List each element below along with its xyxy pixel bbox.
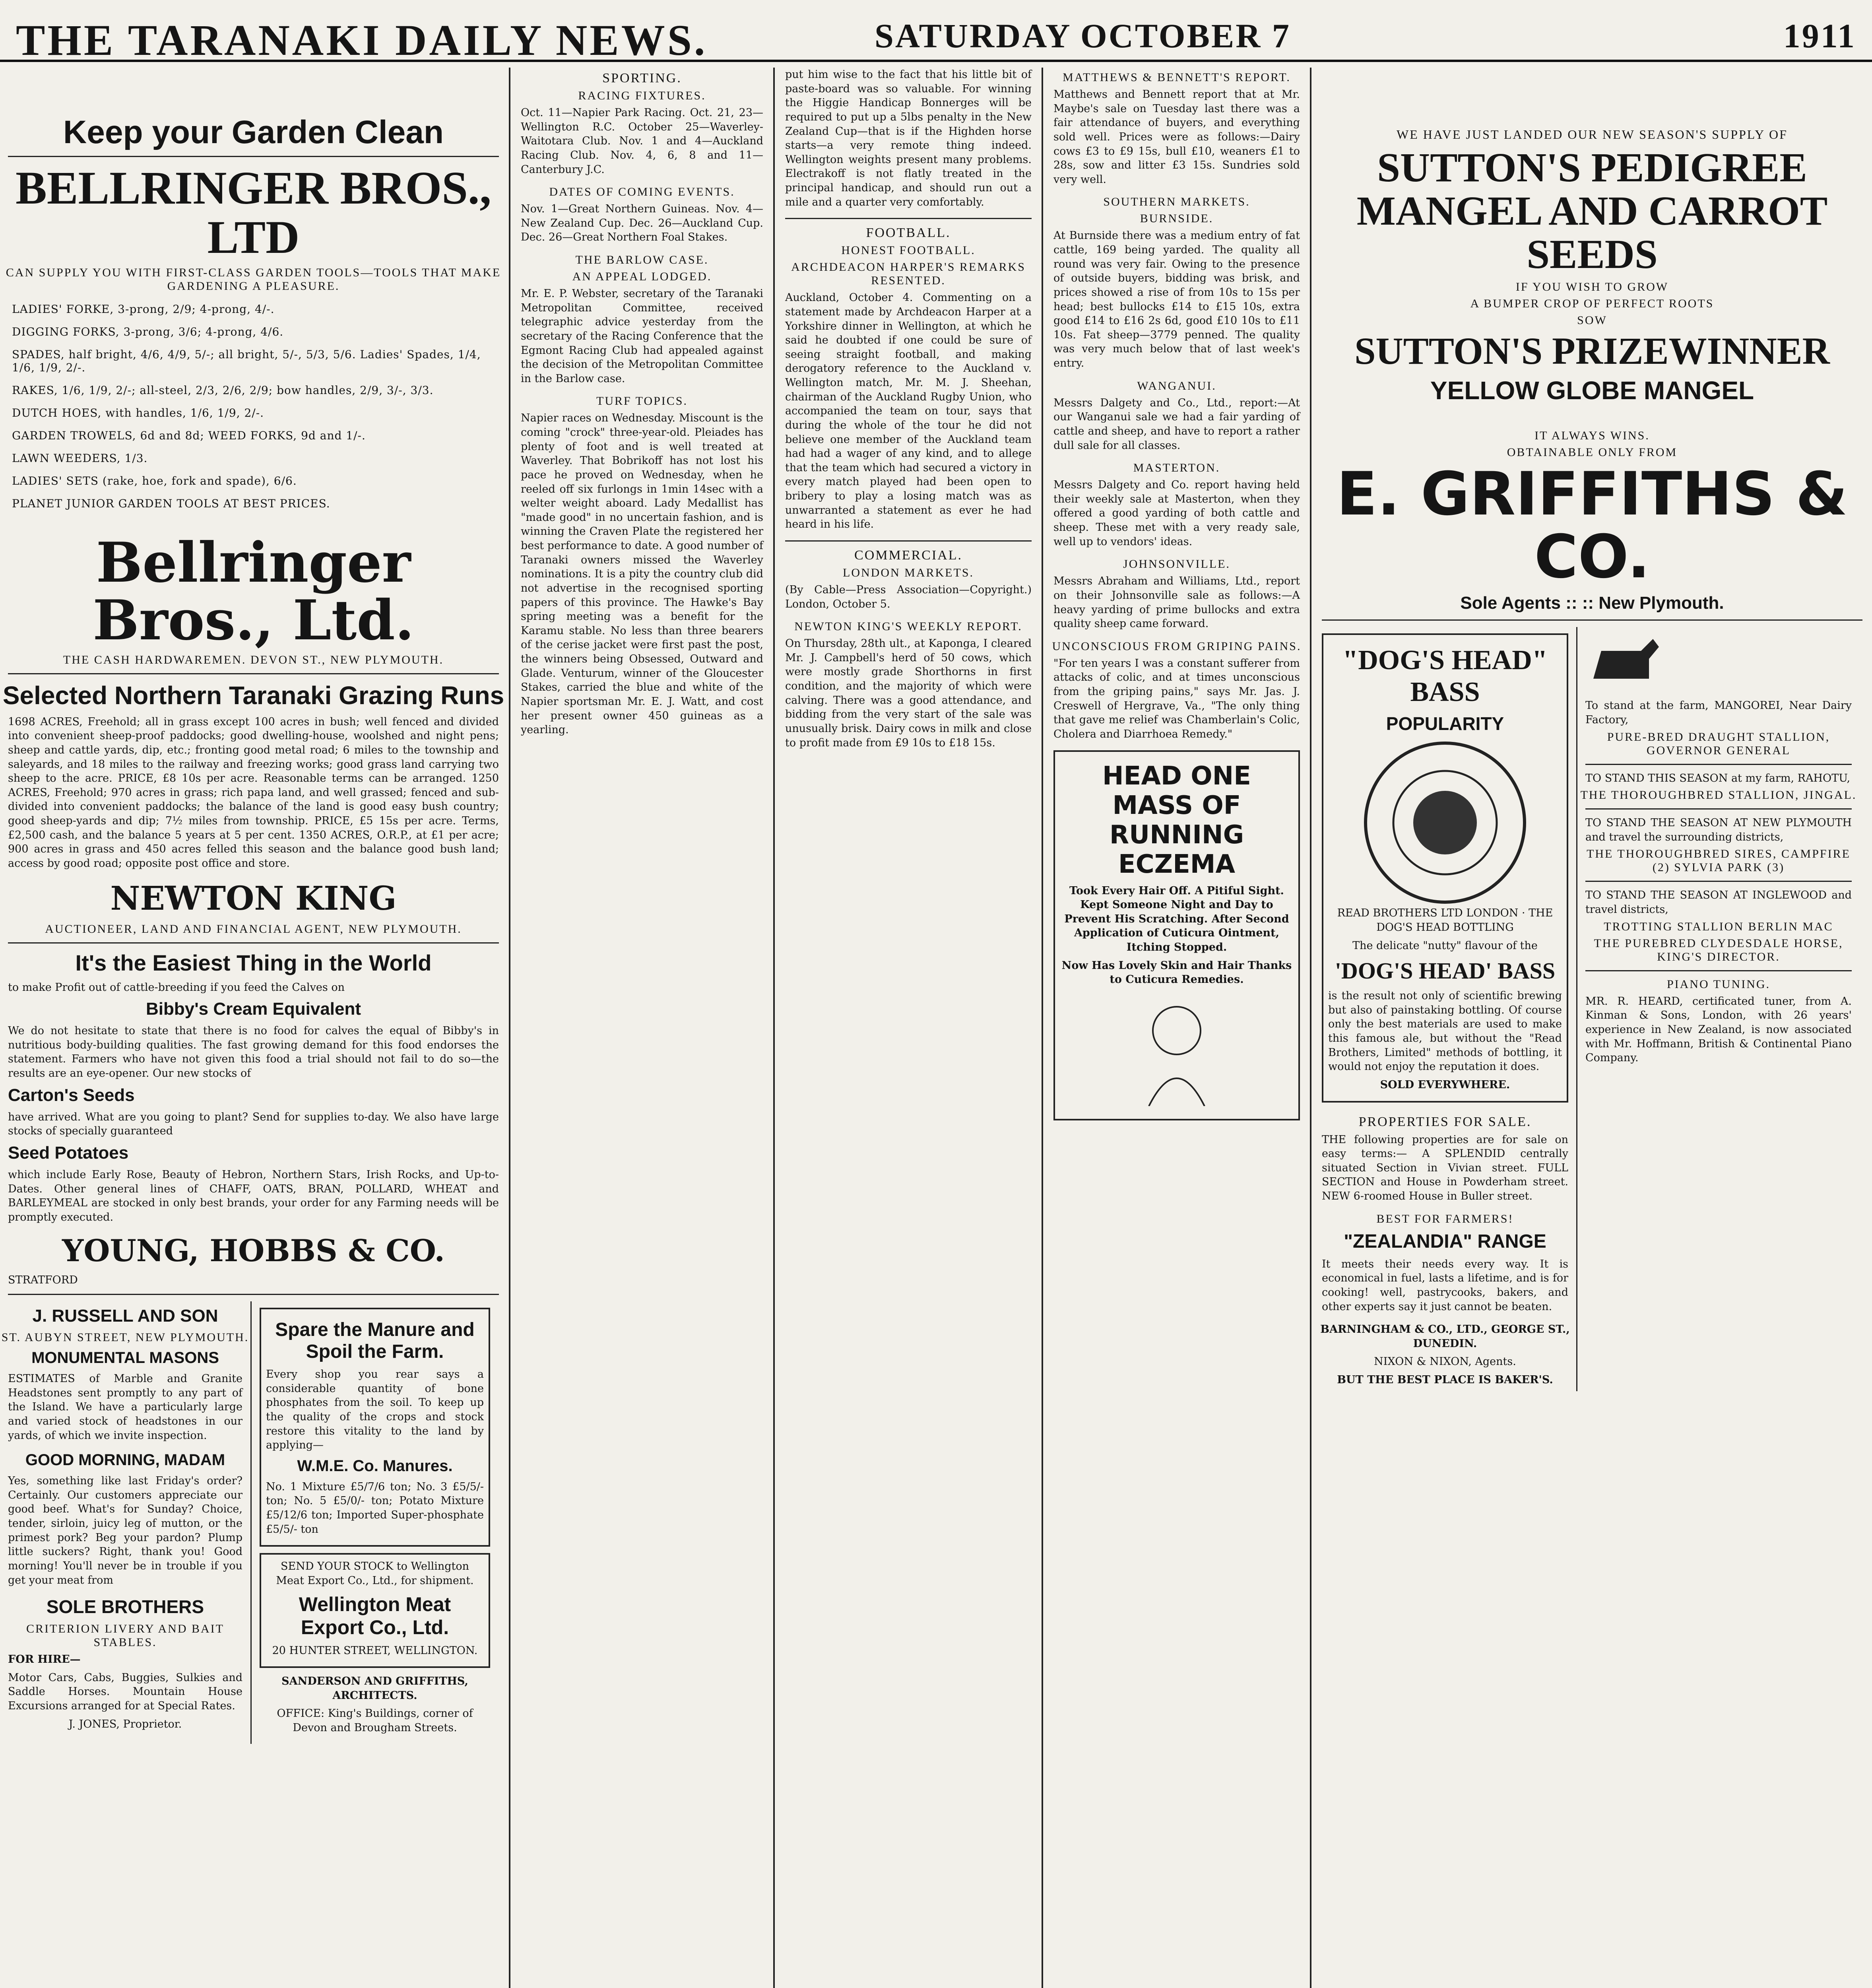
- dates-coming-heading: DATES OF COMING EVENTS.: [549, 185, 735, 199]
- intro-text: put him wise to the fact that his little bit of paste-board was so valuable. For winning the Higgie Handicap Bonnerges will be required to put up a 5lbs penalty in the New Zealand Cup—that is if the Highden horse starts—a very remote thing indeed. Wellington weights present many problems. Electrakoff is not flatly treated in the principal handicap, and should run out a mile and a quarter very comfortably.: [785, 68, 1032, 208]
- baby-illustration: [1129, 995, 1224, 1106]
- turf-text: Napier races on Wednesday. Miscount is the coming "crock" three-year-old. Pleiades has plenty of foot and is well treated at Waverley. That Bobrikoff has not lost his pace he proved on Wednesday, when he reeled off six furlongs in 1min 14sec with a welter weight aboard. Lady Medallist has "made good" in no uncertain fashion, and is winning the Craven Plate the registered her best performance to date. A good number of Taranaki owners missed the Waverley nominations. It is a pity the country club did not advertise in the recognised sporting papers of this province. The Hawke's Bay spring meeting was a benefit for the Karamu stable. No less than three bearers of the cerise jacket were first past the post, the winners being Obsessed, Outward and Glade. Venturum, winner of the Gloucester Stakes, carried the blue and white of the Napier sportsman Mr. E. J. Watt, and cost her present owner 450 guineas as a yearling.: [521, 412, 763, 736]
- wellington-meat-ad: [260, 1553, 490, 1668]
- list-item: DIGGING FORKS, 3-prong, 3/6; 4-prong, 4/6.: [12, 325, 284, 338]
- trotting-heading: TROTTING STALLION BERLIN MAC: [1604, 920, 1833, 933]
- office: OFFICE: King's Buildings, corner of Devon and Brougham Streets.: [277, 1707, 473, 1734]
- list-item: LADIES' SETS (rake, hoe, fork and spade), 6/6.: [12, 474, 297, 487]
- stallions-column: [1576, 627, 1860, 1391]
- divider: [8, 942, 499, 944]
- commercial-heading: COMMERCIAL.: [854, 547, 962, 563]
- always-wins: IT ALWAYS WINS.: [1534, 429, 1650, 443]
- good-morning-heading: GOOD MORNING, MADAM: [25, 1451, 225, 1469]
- monumental-text: ESTIMATES of Marble and Granite Headstones sent promptly to any part of the Island. We have a particularly large and varied stock of headstones in our yards, of which we invite inspection.: [8, 1373, 242, 1442]
- tools-line: CAN SUPPLY YOU WITH FIRST-CLASS GARDEN TOOLS—TOOLS THAT MAKE GARDENING A PLEASURE.: [6, 266, 501, 293]
- appeal-heading: AN APPEAL LODGED.: [572, 270, 712, 283]
- keep-garden-heading: Keep your Garden Clean: [63, 114, 444, 150]
- tools-list: [12, 303, 495, 510]
- clydesdale-heading: THE PUREBRED CLYDESDALE HORSE, KING'S DIRECTOR.: [1594, 936, 1843, 963]
- bottom-ads: [0, 1301, 507, 1744]
- hunter-street: 20 HUNTER STREET, WELLINGTON.: [272, 1644, 478, 1657]
- dogs-head-seal: [1362, 739, 1529, 906]
- matthews-heading: MATTHEWS & BENNETT'S REPORT.: [1063, 71, 1291, 84]
- sporting-heading: SPORTING.: [602, 71, 682, 85]
- turf-topics-heading: TURF TOPICS.: [596, 394, 688, 408]
- honest-football-heading: HONEST FOOTBALL.: [841, 244, 976, 257]
- griping-text: "For ten years I was a constant sufferer from attacks of colic, and at times unconscious from the griping pains," says Mr. Jas. J. Creswell of Hergrave, Va., "The only thing that gave me relief was Chamberlain's Colic, Cholera and Diarrhoea Remedy.": [1053, 657, 1300, 740]
- if-you-wish: IF YOU WISH TO GROW: [1515, 280, 1669, 293]
- zealandia-heading: "ZEALANDIA" RANGE: [1344, 1231, 1546, 1252]
- monumental-heading: MONUMENTAL MASONS: [31, 1349, 219, 1367]
- bass-column: [1314, 627, 1576, 1391]
- piano-heading: PIANO TUNING.: [1666, 977, 1771, 991]
- football-text: Auckland, October 4. Commenting on a statement made by Archdeacon Harper at a Yorkshire dinner in Wellington, at which he said he doubted if one could be sure of seeing straight football, and making derogatory reference to the Auckland v. Wellington match, Mr. M. J. Sheehan, chairman of the Auckland Rugby Union, who accompanied the team on tour, says that during the whole of the tour he did not believe one member of the Auckland team had had a wager of any kind, and to allege that the team which had secured a victory in every match played had been open to bribery to play a losing match was as unwarranted a statement as ever he had heard in his life.: [785, 291, 1032, 531]
- grazing-text: 1698 ACRES, Freehold; all in grass except 100 acres in bush; well fenced and divided into convenient sheep-proof paddocks; good dwelling-house, woolshed and night pens; sheep and cattle yards, dip, etc.; fronting good metal road; 6 miles to the township and saleyards, and 18 miles to the railway and freezing works; good grass land carrying two sheep to the acre. PRICE, £8 10s per acre. Reasonable terms can be arranged. 1250 ACRES, Freehold; 970 acres in grass; rich papa land, and well grassed; fenced and sub-divided into convenient paddocks; the balance of the land is good easy bush country; good sheep-yards and dip; 7½ miles from township. PRICE, £5 15s per acre. Terms, £2,500 cash, and the balance 5 years at 5 per cent. 1350 ACRES, O.R.P., at £1 per acre; 900 acres in grass and 450 acres felled this season and the balance good bush land; access by good road; opposite post office and store.: [8, 715, 499, 870]
- seed-potatoes-heading: Seed Potatoes: [8, 1143, 129, 1163]
- best-place: BUT THE BEST PLACE IS BAKER'S.: [1337, 1374, 1553, 1386]
- eczema-heading: HEAD ONE MASS OF RUNNING ECZEMA: [1102, 761, 1251, 879]
- grazing-heading: Selected Northern Taranaki Grazing Runs: [2, 681, 504, 710]
- racing-fixtures-heading: RACING FIXTURES.: [578, 89, 706, 102]
- masterton-text: Messrs Dalgety and Co. report having held their weekly sale at Masterton, when they offered a good yarding of both cattle and sheep. These met with a very ready sale, well up to vendors' ideas.: [1053, 479, 1300, 548]
- manure-ad: [260, 1308, 490, 1547]
- good-morning-text: Yes, something like last Friday's order? Certainly. Our customers appreciate our good beef. What's for Sunday? Choice, tender, sirloin, juicy leg of mutton, or the primest pork? Beg your pardon? Plump little suckers? Right, thank you! Good morning! You'll never be in trouble if you get your meat from: [8, 1475, 242, 1586]
- column-rule: [1042, 68, 1043, 1988]
- archdeacon-heading: ARCHDEACON HARPER'S REMARKS RESENTED.: [791, 260, 1026, 287]
- divider: [1585, 970, 1852, 971]
- matthews-text: Matthews and Bennett report that at Mr. Maybe's sale on Tuesday last there was a fair attendance of buyers, and everything sold well. Prices were as follows:—Dairy cows £3 to £9 15s, bull £10, weaners £1 to 28s, sow and litter £3 15s. Sundries sold very well.: [1053, 88, 1300, 186]
- cable-text: (By Cable—Press Association—Copyright.) London, October 5.: [785, 583, 1032, 610]
- eczema-ad: [1053, 750, 1300, 1120]
- newton-king-sub: AUCTIONEER, LAND AND FINANCIAL AGENT, NEW PLYMOUTH.: [45, 922, 462, 936]
- pure-bred-heading: PURE-BRED DRAUGHT STALLION, GOVERNOR GENERAL: [1607, 730, 1830, 757]
- manure-text: Every shop you rear says a considerable quantity of bone phosphates from the soil. To keep up the quality of the crops and stock restore this vitality to the land by applying—: [266, 1368, 484, 1452]
- barlow-heading: THE BARLOW CASE.: [575, 253, 709, 266]
- wellington-meat-heading: Wellington Meat Export Co., Ltd.: [299, 1593, 451, 1639]
- issue-date: SATURDAY OCTOBER 7: [875, 17, 1291, 55]
- carton-heading: Carton's Seeds: [8, 1085, 135, 1105]
- inglewood: TO STAND THE SEASON AT INGLEWOOD and travel districts,: [1585, 889, 1852, 916]
- masterton-heading: MASTERTON.: [1133, 461, 1220, 475]
- bibby-text: We do not hesitate to state that there is no food for calves the equal of Bibby's in nutritious body-building qualities. The fast growing demand for this food endorses the statement. Farmers who have not given this food a trial should not fail to do so—the results are an eye-opener. Our new stocks of: [8, 1025, 499, 1080]
- list-item: LADIES' FORKE, 3-prong, 2/9; 4-prong, 4/-.: [12, 302, 275, 316]
- russell-heading: J. RUSSELL AND SON: [32, 1306, 218, 1326]
- hardwaremen: THE CASH HARDWAREMEN. DEVON ST., NEW PLYMOUTH.: [63, 653, 444, 666]
- issue-year: 1911: [1783, 17, 1856, 55]
- piano-text: MR. R. HEARD, certificated tuner, from A. Kinman & Sons, London, with 26 years' experience in New Zealand, is now associated with Mr. Hoffmann, British & Continental Piano Company.: [1585, 995, 1852, 1064]
- sow: SOW: [1577, 313, 1607, 327]
- football-heading: FOOTBALL.: [866, 225, 951, 241]
- lower-col5: [1314, 627, 1870, 1391]
- bottom-right-ads: [250, 1301, 498, 1744]
- burnside-heading: BURNSIDE.: [1140, 212, 1214, 225]
- list-item: PLANET JUNIOR GARDEN TOOLS AT BEST PRICES.: [12, 497, 330, 510]
- fixtures-text: Oct. 11—Napier Park Racing. Oct. 21, 23—Wellington R.C. October 25—Waverley-Waitotara Club. Nov. 1 and 4—Auckland Racing Club. Nov. 4, 6, 8 and 11—Canterbury J.C.: [521, 107, 763, 176]
- bass-ad: [1322, 633, 1568, 1102]
- bellringer-bold: Bellringer Bros., Ltd.: [93, 530, 414, 652]
- dates-text: Nov. 1—Great Northern Guineas. Nov. 4—New Zealand Cup. Dec. 26—Auckland Cup. Dec. 26—Great Northern Foal Stakes.: [521, 203, 763, 244]
- easiest-thing-heading: It's the Easiest Thing in the World: [75, 950, 432, 975]
- best-farmers: BEST FOR FARMERS!: [1376, 1212, 1514, 1225]
- list-item: RAKES, 1/6, 1/9, 2/-; all-steel, 2/3, 2/6, 2/9; bow handles, 2/9, 3/-, 3/3.: [12, 383, 434, 397]
- hire-text: Motor Cars, Cabs, Buggies, Sulkies and Saddle Horses. Mountain House Excursions arranged for at Special Rates.: [8, 1671, 242, 1712]
- carton-text: have arrived. What are you going to plant? Send for supplies to-day. We also have large stocks of specially guaranteed: [8, 1110, 499, 1138]
- just-landed: WE HAVE JUST LANDED OUR NEW SEASON'S SUPPLY OF: [1397, 127, 1788, 142]
- wanganui-heading: WANGANUI.: [1137, 379, 1216, 392]
- sanderson: SANDERSON AND GRIFFITHS, ARCHITECTS.: [281, 1675, 468, 1702]
- stand-farm: To stand at the farm, MANGOREI, Near Dairy Factory,: [1585, 699, 1852, 726]
- dogs-head-heading-2: 'DOG'S HEAD' BASS: [1335, 958, 1556, 984]
- divider: [1585, 808, 1852, 810]
- criterion-heading: CRITERION LIVERY AND BAIT STABLES.: [26, 1622, 225, 1649]
- wme-heading: W.M.E. Co. Manures.: [297, 1457, 453, 1475]
- delicate-text: The delicate "nutty" flavour of the: [1352, 939, 1538, 952]
- nixon: NIXON & NIXON, Agents.: [1374, 1355, 1516, 1368]
- list-item: DUTCH HOES, with handles, 1/6, 1/9, 2/-.: [12, 406, 264, 419]
- paper-title: THE TARANAKI DAILY NEWS.: [16, 16, 708, 64]
- column-rule: [773, 68, 775, 1988]
- london-markets-heading: LONDON MARKETS.: [843, 566, 974, 579]
- popularity: POPULARITY: [1386, 713, 1504, 734]
- divider: [785, 218, 1032, 219]
- dogs-head-heading: "DOG'S HEAD" BASS: [1342, 645, 1548, 708]
- appeal-text: Mr. E. P. Webster, secretary of the Taranaki Metropolitan Committee, received telegraphic advice yesterday from the secretary of the Racing Conference that the Egmont Racing Club had appealed against the decision of the Metropolitan Committee in the Barlow case.: [521, 287, 763, 385]
- sole-agents: Sole Agents :: :: New Plymouth.: [1460, 593, 1724, 613]
- seal-text: READ BROTHERS LTD LONDON · THE DOG'S HEAD BOTTLING: [1337, 907, 1553, 934]
- eczema-sub2: Now Has Lovely Skin and Hair Thanks to Cuticura Remedies.: [1061, 959, 1292, 986]
- column-5: [1314, 68, 1870, 1988]
- stand-season: TO STAND THIS SEASON at my farm, RAHOTU,: [1585, 772, 1851, 784]
- list-item: GARDEN TROWELS, 6d and 8d; WEED FORKS, 9d and 1/-.: [12, 429, 366, 442]
- stratford: STRATFORD: [8, 1274, 78, 1287]
- newton-king-heading: NEWTON KING: [110, 879, 397, 918]
- jones: J. JONES, Proprietor.: [68, 1718, 182, 1730]
- column-rule: [509, 68, 510, 1988]
- properties-heading: PROPERTIES FOR SALE.: [1358, 1114, 1532, 1129]
- bellringer-title: BELLRINGER BROS., LTD: [16, 162, 491, 263]
- newton-weekly-heading: NEWTON KING'S WEEKLY REPORT.: [794, 620, 1022, 633]
- manure-heading: Spare the Manure and Spoil the Farm.: [275, 1319, 475, 1363]
- weekly-text: On Thursday, 28th ult., at Kaponga, I cleared Mr. J. Campbell's herd of 50 cows, which were mostly grade Shorthorns in first condition, and the majority of which were calving. There was a good attendance, and bidding from the very start of the sale was unusually brisk. Dairy cows in milk and close to profit made from £9 10s to £18 15s.: [785, 637, 1032, 749]
- bottom-left-ads: [0, 1301, 250, 1744]
- divider: [1585, 764, 1852, 765]
- eczema-sub: Took Every Hair Off. A Pitiful Sight. Kept Someone Night and Day to Prevent His Scratching. After Second Application of Cuticura Ointment, Itching Stopped.: [1064, 884, 1289, 953]
- zealandia-text: It meets their needs every way. It is economical in fuel, lasts a lifetime, and is for cooking! well, pastrycooks, bakers, and other experts say it just cannot be beaten.: [1322, 1258, 1568, 1313]
- wme-prices: No. 1 Mixture £5/7/6 ton; No. 3 £5/5/- ton; No. 5 £5/0/- ton; Potato Mixture £5/12/6 ton; Imported Super-phosphate £5/5/- ton: [266, 1480, 484, 1536]
- column-4: [1046, 68, 1308, 1988]
- suttons-heading: SUTTON'S PEDIGREE MANGEL AND CARROT SEEDS: [1356, 145, 1828, 278]
- divider: [785, 540, 1032, 542]
- column-2: [513, 68, 771, 1988]
- bumper-crop: A BUMPER CROP OF PERFECT ROOTS: [1470, 297, 1714, 310]
- young-hobbs-heading: YOUNG, HOBBS & CO.: [62, 1233, 445, 1269]
- divider: [8, 156, 499, 157]
- barningham: BARNINGHAM & CO., LTD., GEORGE ST., DUNEDIN.: [1320, 1323, 1570, 1350]
- sold-everywhere: SOLD EVERYWHERE.: [1380, 1078, 1510, 1091]
- prizewinner-heading: SUTTON'S PRIZEWINNER: [1354, 329, 1830, 372]
- divider: [8, 673, 499, 674]
- masthead: [0, 0, 1872, 62]
- list-item: LAWN WEEDERS, 1/3.: [12, 451, 148, 465]
- bass-text: is the result not only of scientific brewing but also of painstaking bottling. Of course only the best materials are used to make this famous ale, but without the "Read Brothers, Limited" methods of bottling, it would not enjoy the reputation it does.: [1328, 990, 1562, 1073]
- divider: [1585, 881, 1852, 882]
- properties-text: THE following properties are for sale on easy terms:— A SPLENDID centrally situated Section in Vivian street. FULL SECTION and House in Powderham street. NEW 6-roomed House in Buller street.: [1322, 1133, 1568, 1203]
- grazing-listing: [8, 715, 499, 871]
- griping-heading: UNCONSCIOUS FROM GRIPING PAINS.: [1052, 639, 1302, 653]
- obtainable: OBTAINABLE ONLY FROM: [1507, 446, 1678, 459]
- bibby-ad: [8, 980, 499, 1225]
- column-3: [777, 68, 1040, 1988]
- potatoes-text: which include Early Rose, Beauty of Hebron, Northern Stars, Irish Rocks, and Up-to-Dates. Other general lines of CHAFF, OATS, BRAN, POLLARD, WHEAT and BARLEYMEAL are stocked in only best brands, your order for any Farming needs will be promptly executed.: [8, 1168, 499, 1223]
- stand-new-plymouth: TO STAND THE SEASON AT NEW PLYMOUTH and travel the surrounding districts,: [1585, 817, 1852, 843]
- thoroughbred-heading: THE THOROUGHBRED STALLION, JINGAL.: [1580, 788, 1857, 802]
- calves-text: to make Profit out of cattle-breeding if you feed the Calves on: [8, 981, 345, 994]
- column-rule: [1310, 68, 1311, 1988]
- divider: [8, 1294, 499, 1295]
- burnside-text: At Burnside there was a medium entry of fat cattle, 169 being yarded. The quality all round was very fair. Owing to the presence of outside buyers, bidding was brisk, and prices showed a rise of from 10s to 15s per head; best bullocks £14 to £15 10s, extra good £14 to £16 2s 6d, good £10 10s to £11 10s. Fat sheep—3779 penned. The quality was very much below that of last week's entry.: [1053, 229, 1300, 369]
- yellow-globe-heading: YELLOW GLOBE MANGEL: [1430, 376, 1754, 405]
- horse-illustration: [1585, 635, 1665, 691]
- list-item: SPADES, half bright, 4/6, 4/9, 5/-; all bright, 5/-, 5/3, 5/6. Ladies' Spades, 1/4, 1/6, 1/9, 2/-.: [12, 348, 481, 374]
- for-hire: FOR HIRE—: [8, 1653, 81, 1666]
- wanganui-text: Messrs Dalgety and Co., Ltd., report:—At our Wanganui sale we had a fair yarding of cattle and sheep, and have to report a rather dull sale for all classes.: [1053, 396, 1300, 452]
- russell-sub: ST. AUBYN STREET, NEW PLYMOUTH.: [1, 1331, 249, 1344]
- bibby-heading: Bibby's Cream Equivalent: [145, 999, 361, 1019]
- griffiths-heading: E. GRIFFITHS & CO.: [1337, 460, 1848, 592]
- johnsonville-heading: JOHNSONVILLE.: [1123, 557, 1230, 571]
- send-stock: SEND YOUR STOCK to Wellington Meat Export Co., Ltd., for shipment.: [276, 1560, 474, 1587]
- thoroughbred-sires-heading: THE THOROUGHBRED SIRES, CAMPFIRE (2) SYLVIA PARK (3): [1587, 847, 1851, 874]
- divider: [1322, 619, 1862, 621]
- johnsonville-text: Messrs Abraham and Williams, Ltd., report on their Johnsonville sale as follows:—A heavy yarding of prime bullocks and extra quality sheep came forward.: [1053, 575, 1300, 630]
- sole-brothers-heading: SOLE BROTHERS: [46, 1596, 204, 1617]
- column-1: [0, 68, 507, 1988]
- southern-heading: SOUTHERN MARKETS.: [1103, 195, 1250, 209]
